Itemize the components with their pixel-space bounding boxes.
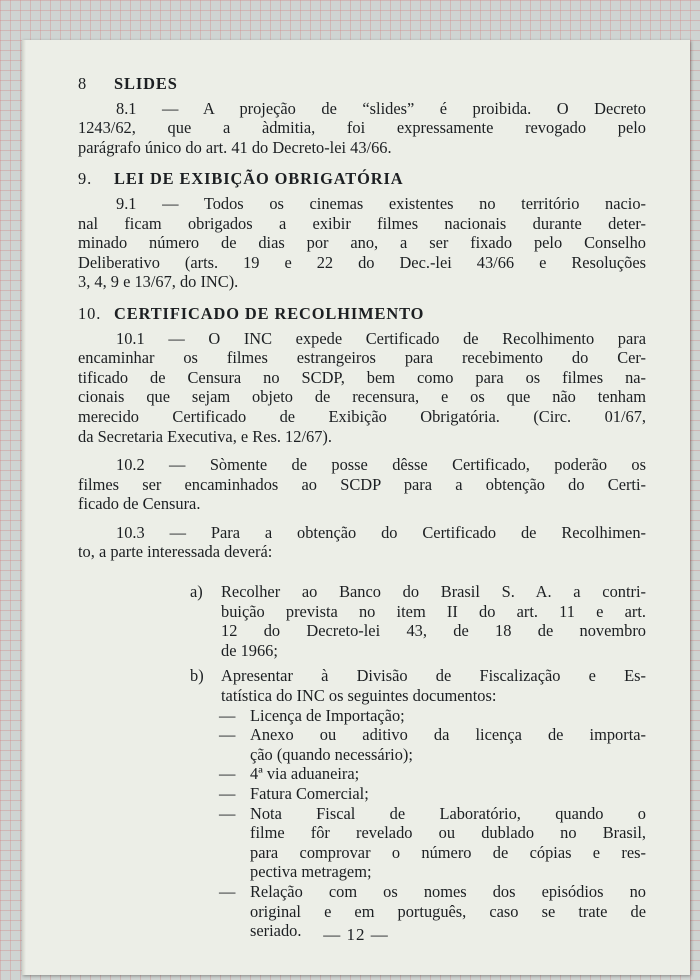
text-line: ção (quando necessário); [250, 744, 413, 764]
section-heading [78, 169, 646, 189]
dash-marker: — [219, 784, 236, 803]
text-line: Nota Fiscal de Laboratório, quando o [250, 803, 646, 823]
text-line: 10.3 — Para a obtenção do Certificado de Recolhimen- [116, 522, 646, 542]
text-line: original e em português, caso se trate de [250, 901, 646, 921]
text-line: Anexo ou aditivo da licença de importa- [250, 725, 646, 745]
text-line: da Secretaria Executiva, e Res. 12/67). [78, 426, 332, 446]
document-item [78, 706, 646, 726]
document-item [78, 725, 646, 764]
text-line: Apresentar à Divisão de Fiscalização e Es- [221, 666, 646, 686]
dash-marker: — [219, 764, 236, 784]
item-label: b) [190, 666, 204, 686]
section-title: CERTIFICADO DE RECOLHIMENTO [114, 303, 425, 323]
paragraph [78, 455, 646, 514]
dash-marker: — [219, 803, 236, 823]
text-line: cionais que sejam objeto de recensura, e os que não tenham [78, 387, 646, 407]
text-line: 1243/62, que a àdmitia, foi expressamente revogado pelo [78, 118, 646, 138]
text-line: tificado de Censura no SCDP, bem como para os filmes na- [78, 367, 646, 387]
text-line: 12 do Decreto-lei 43, de 18 de novembro [221, 621, 646, 641]
section-heading [78, 304, 646, 324]
section-number: 9. [78, 169, 93, 189]
text-line: de 1966; [221, 640, 278, 660]
text-line: Relação com os nomes dos episódios no [250, 881, 646, 901]
text-line: 3, 4, 9 e 13/67, do INC). [78, 272, 239, 292]
text-line: 8.1 — A projeção de “slides” é proibida. O Decreto [116, 98, 646, 118]
text-line: nal ficam obrigados a exibir filmes nacionais durante deter- [78, 213, 646, 233]
dash-marker: — [219, 705, 236, 725]
paragraph [78, 329, 646, 447]
document-item [78, 804, 646, 882]
section-number: 8 [78, 74, 88, 93]
text-line: tatística do INC os seguintes documentos: [221, 686, 497, 706]
paragraph [78, 523, 646, 562]
text-line: 9.1 — Todos os cinemas existentes no território nacio- [116, 193, 646, 213]
text-line: parágrafo único do art. 41 do Decreto-lei 43/66. [78, 137, 392, 157]
section-title: SLIDES [114, 74, 178, 93]
text-line: Licença de Importação; [250, 705, 405, 725]
text-line: Fatura Comercial; [250, 784, 369, 803]
text-line: to, a parte interessada deverá: [78, 542, 273, 562]
paragraph [78, 194, 646, 292]
paragraph [78, 99, 646, 158]
text-line: 10.1 — O INC expede Certificado de Recolhimento para [116, 328, 646, 348]
text-line: seriado. [250, 921, 302, 941]
text-line: pectiva metragem; [250, 862, 372, 882]
text-line: 4ª via aduaneira; [250, 764, 360, 784]
text-line: filmes ser encaminhados ao SCDP para a obtenção do Certi- [78, 474, 646, 494]
text-line: 10.2 — Sòmente de posse dêsse Certificado, poderão os [116, 455, 646, 475]
text-line: buição prevista no item II do art. 11 e art. [221, 601, 646, 621]
page-number: — 12 — [323, 925, 389, 944]
item-label: a) [190, 582, 203, 602]
document-item [78, 764, 646, 784]
section-number: 10. [78, 303, 102, 323]
dash-marker: — [219, 881, 236, 901]
text-line: encaminhar os filmes estrangeiros para recebimento do Cer- [78, 348, 646, 368]
list-item [78, 582, 646, 660]
text-line: ficado de Censura. [78, 494, 201, 514]
booklet-page [22, 40, 690, 975]
text-line: Deliberativo (arts. 19 e 22 do Dec.-lei 43/66 e Resoluções [78, 252, 646, 272]
text-line: Recolher ao Banco do Brasil S. A. a contri- [221, 582, 646, 602]
document-item [78, 784, 646, 804]
page-content [78, 74, 646, 941]
text-line: filme fôr revelado ou dublado no Brasil, [250, 823, 646, 843]
dash-marker: — [219, 725, 236, 745]
section-title: LEI DE EXIBIÇÃO OBRIGATÓRIA [114, 169, 404, 189]
list-item [78, 666, 646, 705]
text-line: merecido Certificado de Exibição Obrigatória. (Circ. 01/67, [78, 406, 646, 426]
text-line: minado número de dias por ano, a ser fixado pelo Conselho [78, 233, 646, 253]
text-line: para comprovar o número de cópias e res- [250, 842, 646, 862]
section-heading [78, 74, 646, 94]
